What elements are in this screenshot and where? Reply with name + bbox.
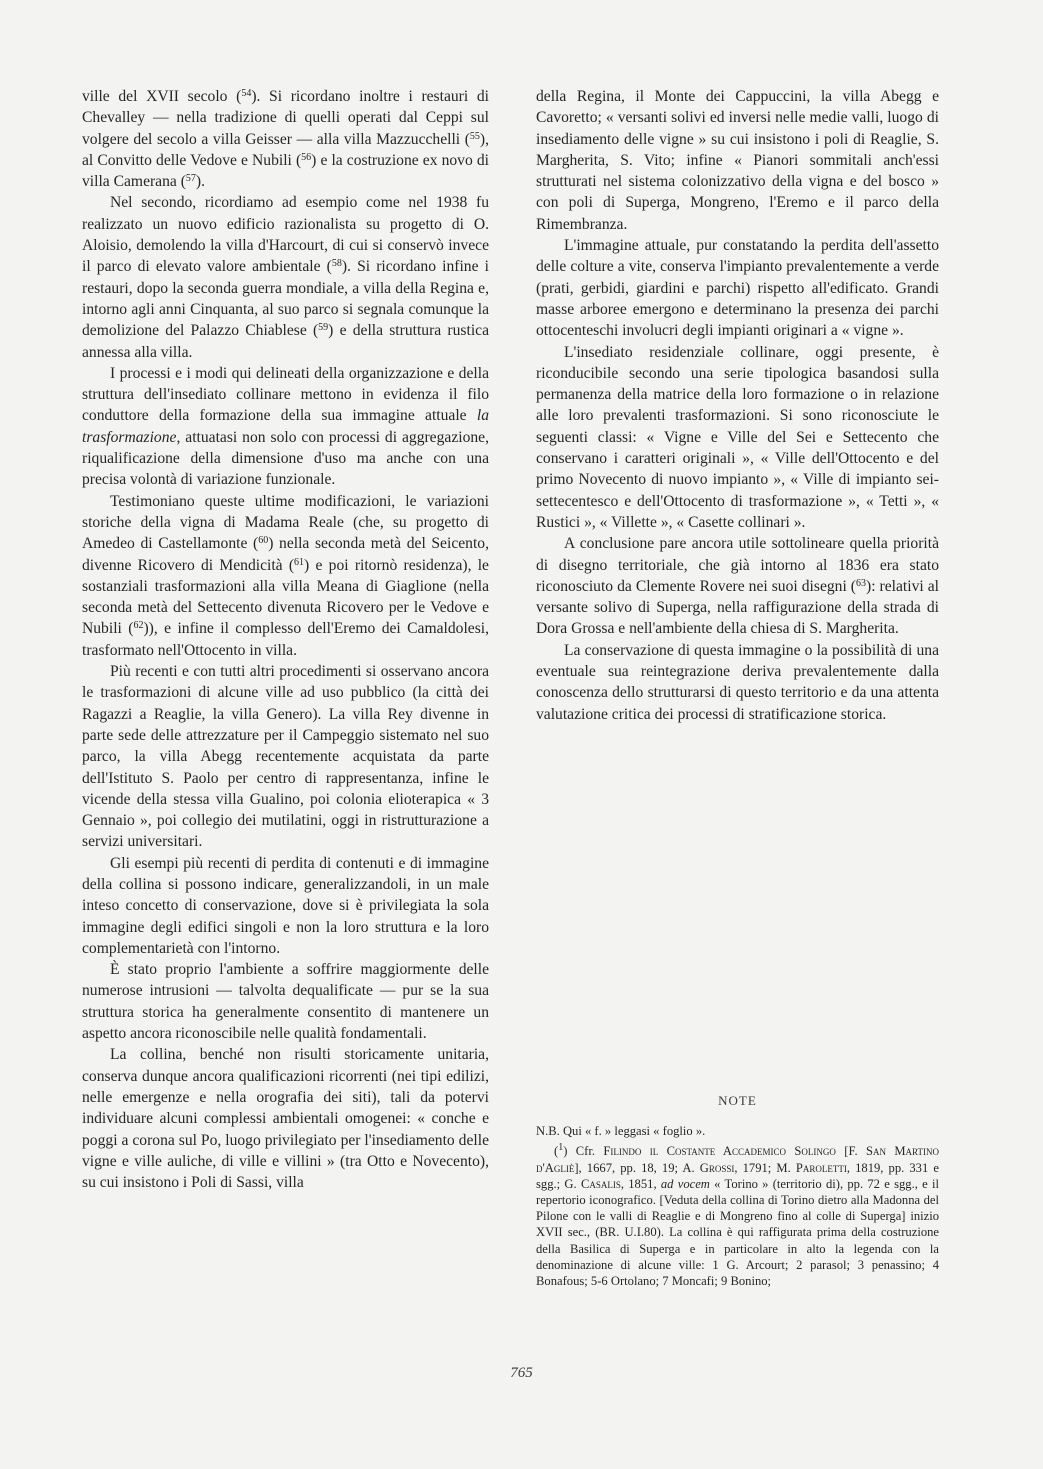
paragraph: ville del XVII secolo ($^{54}$). Si ricordano inoltre i restauri di Chevalley — nella tradizione di quelli operati dal Ceppi sul volgere del secolo a villa Geisser — alla villa Mazzucchelli ($^{55}$), al Convitto delle Vedove e Nubili ($^{56}$) e la costruzione ex novo di villa Camerana ($^{57}$). [82,88,489,191]
paragraph: Più recenti e con tutti altri procedimenti si osservano ancora le trasformazioni di alcune ville ad uso pubblico (la città dei Ragazzi a Reaglie, la villa Genero). La villa Rey divenne in parte sede delle attrezzature per il Campeggio sistemato nel suo parco, la villa Abegg recentemente acquistata da parte dell'Istituto S. Paolo per centro di rappresentanza, infine le vicende della stessa villa Gualino, poi colonia elioterapica « 3 Gennaio », poi collegio dei mutilatini, oggi in ristrutturazione a servizi universitari. [82,663,489,851]
right-column [536,86,939,725]
notes-title: NOTE [718,1093,757,1108]
footnote: ($^1$) Cfr. Filindo il Costante Accademico Solingo [F. San Martino d'Agliè], 1667, pp. 18, 19; A. Grossi, 1791; M. Paroletti, 1819, pp. 331 e sgg.; G. Casalis, 1851, ad vocem « Torino » (territorio di), pp. 72 e sgg., e il repertorio iconografico. [Veduta della collina di Torino dietro alla Madonna del Pilone con le valli di Reaglie e di Mongreno fino al colle di Superga] inizio XVII sec., (BR. U.I.80). La collina è qui raffigurata prima della costruzione della Basilica di Superga e in particolare in alto la legenda con la denominazione di alcune ville: 1 G. Arcourt; 2 parasol; 3 penassino; 4 Bonafous; 5-6 Ortolano; 7 Moncafi; 9 Bonino; [536,1142,940,1289]
paragraph: Nel secondo, ricordiamo ad esempio come nel 1938 fu realizzato un nuovo edificio razionalista su progetto di O. Aloisio, demolendo la villa d'Harcourt, di cui si conservò invece il parco di elevato valore ambientale ($^{58}$). Si ricordano infine i restauri, dopo la seconda guerra mondiale, a villa della Regina e, intorno agli anni Cinquanta, al suo parco si segnala comunque la demolizione del Palazzo Chiablese ($^{59}$) e della struttura rustica annessa alla villa. [82,194,489,361]
paragraph: della Regina, il Monte dei Cappuccini, la villa Abegg e Cavoretto; « versanti solivi ed inversi nelle medie valli, luogo di insediamento delle vigne » su cui insistono i poli di Reaglie, S. Margherita, S. Vito; infine « Pianori sommitali anch'essi strutturati nel sistema colonizzativo della vigna e del bosco » con poli di Superga, Mongreno, l'Eremo e il parco della Rimembranza. [536,88,939,233]
paragraph: La conservazione di questa immagine o la possibilità di una eventuale sua reintegrazione deriva prevalentemente dalla conoscenza dello strutturarsi di questo territorio e da una attenta valutazione critica dei processi di stratificazione storica. [536,641,939,723]
notes-section [536,1093,939,1293]
paragraph: È stato proprio l'ambiente a soffrire maggiormente delle numerose intrusioni — talvolta dequalificate — pur se la sua struttura storica ha generalmente consentito di mantenere un aspetto ancora riconoscibile nelle qualità fondamentali. [82,961,489,1043]
paragraph: L'insediato residenziale collinare, oggi presente, è riconducibile secondo una serie tipologica basandosi sulla permanenza della matrice della loro formazione o in relazione alle loro prevalenti trasformazioni. Si sono riconosciute le seguenti classi: « Vigne e Ville del Sei e Settecento che conservano i caratteri originali », « Ville dell'Ottocento e del primo Novecento di nuovo impianto », « Ville di impianto sei-settecentesco e dell'Ottocento di trasformazione », « Tetti », « Rustici », « Villette », « Casette collinari ». [536,343,939,531]
paragraph: I processi e i modi qui delineati della organizzazione e della struttura dell'insediato collinare mettono in evidenza il filo conduttore della formazione della sua immagine attuale la trasformazione, attuatasi non solo con processi di aggregazione, riqualificazione della dimensione d'uso ma anche con una precisa volontà di variazione funzionale. [82,364,489,489]
paragraph: Gli esempi più recenti di perdita di contenuti e di immagine della collina si possono indicare, generalizzandoli, in un male inteso concetto di conservazione, dove si è privilegiata la sola immagine degli edifici singoli e non la loro struttura e la loro complementarietà con l'intorno. [82,854,489,957]
paragraph: La collina, benché non risulti storicamente unitaria, conserva dunque ancora qualificazioni ricorrenti (nei tipi edilizi, nelle emergenze e nella orografia dei siti), tali da potervi individuare alcuni complessi ambientali omogenei: « conche e poggi a corona sul Po, luogo privilegiato per l'insediamento delle vigne e ville auliche, di ville e villini » (tra Otto e Novecento), su cui insistono i Poli di Sassi, villa [82,1046,489,1192]
paragraph: Testimoniano queste ultime modificazioni, le variazioni storiche della vigna di Madama Reale (che, su progetto di Amedeo di Castellamonte ($^{60}$) nella seconda metà del Seicento, divenne Ricovero di Mendicità ($^{61}$) e poi ritornò residenza), le sostanziali trasformazioni alla villa Meana di Giaglione (nella seconda metà del Settecento divenuta Ricovero per le Vedove e Nubili ($^{62}$)), e infine il complesso dell'Eremo dei Camaldolesi, trasformato nell'Ottocento in villa. [82,492,489,659]
paragraph: A conclusione pare ancora utile sottolineare quella priorità di disegno territoriale, che già intorno al 1836 era stato riconosciuto da Clemente Rovere nei suoi disegni ($^{63}$): relativi al versante solivo di Superga, nella raffigurazione della strada di Dora Grossa e nell'ambiente della chiesa di S. Margherita. [536,535,939,638]
page-number: 765 [510,1365,533,1381]
notes-nb: N.B. Qui « f. » leggasi « foglio ». [536,1124,706,1139]
left-column [82,86,489,1193]
paragraph: L'immagine attuale, pur constatando la perdita dell'assetto delle colture a vite, conserva l'impianto prevalentemente a verde (prati, gerbidi, giardini e parchi) rispetto all'edificato. Grandi masse arboree emergono e determinano la presenza dei parchi ottocenteschi involucri degli impianti originari a « vigne ». [536,237,939,340]
